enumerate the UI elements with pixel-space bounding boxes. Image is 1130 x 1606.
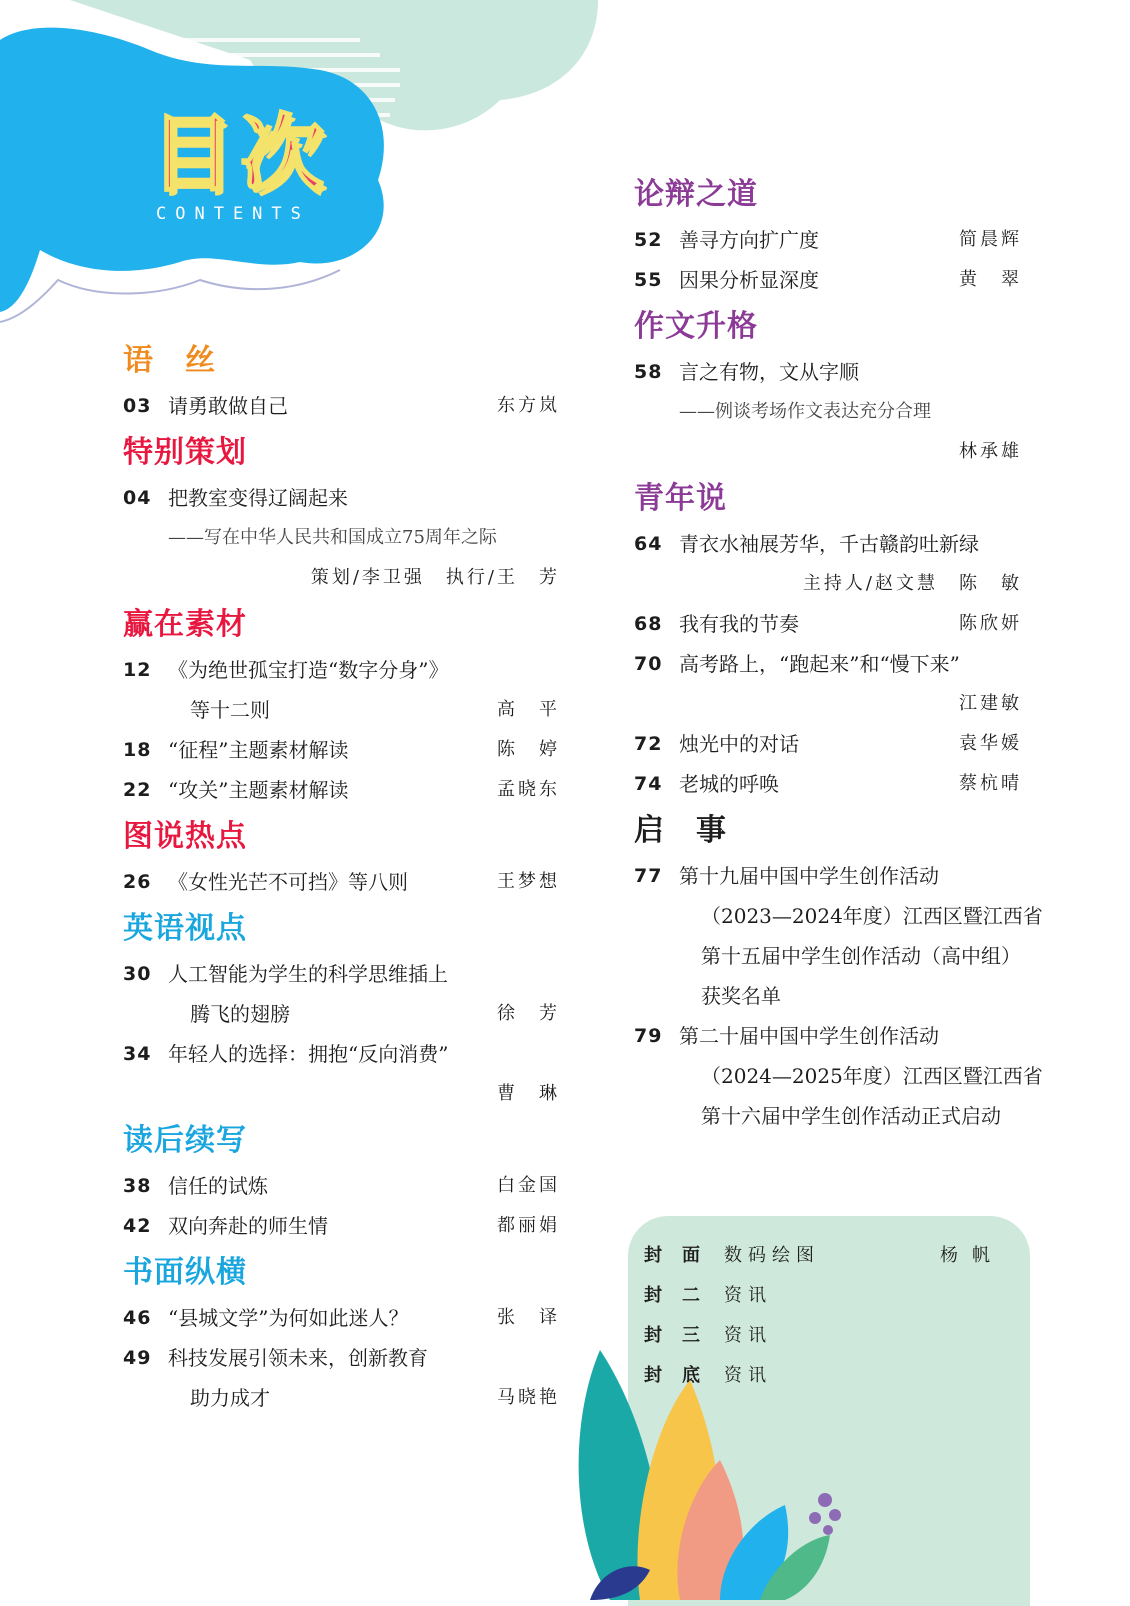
section-title: 青年说 <box>634 481 727 516</box>
page-number: 12 <box>123 659 152 681</box>
entry-author: 黄 翠 <box>959 269 1022 290</box>
entry-author: 马晓艳 <box>497 1387 560 1408</box>
page-title: 目次 <box>150 105 331 203</box>
page-number: 79 <box>634 1025 663 1047</box>
page-title-block <box>150 105 331 224</box>
right-column <box>634 170 1043 1138</box>
section-title: 语 丝 <box>123 343 216 378</box>
cloud-outline <box>0 270 340 322</box>
entry-title: 助力成才 <box>190 1386 270 1410</box>
toc-entry[interactable] <box>123 478 560 598</box>
toc-entry[interactable] <box>123 1034 560 1114</box>
section-title: 特别策划 <box>123 435 247 470</box>
entry-title: 言之有物，文从字顺 <box>679 360 859 384</box>
entry-title: 第二十届中国中学生创作活动 <box>679 1024 939 1048</box>
cover-row <box>644 1236 1004 1276</box>
toc-entry[interactable] <box>123 1298 560 1338</box>
entry-title: 年轻人的选择：拥抱“反向消费” <box>168 1042 449 1066</box>
toc-entry[interactable] <box>634 352 1022 472</box>
toc-entry[interactable] <box>123 770 560 810</box>
cover-label: 封三 <box>644 1325 720 1346</box>
section-title: 英语视点 <box>123 911 247 946</box>
page-number <box>634 684 679 724</box>
toc-section <box>123 1116 560 1246</box>
cover-text: 资讯 <box>724 1285 772 1306</box>
entry-title: 第十五届中学生创作活动（高中组） <box>701 944 1021 968</box>
entry-title: 因果分析显深度 <box>679 268 819 292</box>
entry-title: 老城的呼唤 <box>679 772 779 796</box>
toc-entry[interactable] <box>634 764 1022 804</box>
entry-title: “县城文学”为何如此迷人？ <box>168 1306 409 1330</box>
entry-title: 人工智能为学生的科学思维插上 <box>168 962 448 986</box>
page-number <box>634 976 679 1016</box>
entry-line <box>634 684 1022 724</box>
cover-row <box>644 1276 1004 1316</box>
entry-line <box>634 352 1022 392</box>
entry-line <box>634 896 1043 936</box>
entry-line <box>634 564 1022 604</box>
entry-line <box>634 1056 1043 1096</box>
entry-line <box>123 1074 560 1114</box>
entry-title: 善寻方向扩广度 <box>679 228 819 252</box>
entry-line <box>634 260 1022 300</box>
entry-author: 简晨辉 <box>959 229 1022 250</box>
entry-title: 信任的试炼 <box>168 1174 268 1198</box>
toc-section <box>634 302 1022 472</box>
entry-line <box>123 1206 560 1246</box>
entry-author: 陈 婷 <box>497 739 560 760</box>
toc-section <box>634 170 1022 300</box>
page-number: 26 <box>123 871 152 893</box>
toc-section <box>123 428 560 598</box>
toc-section <box>634 806 1043 1136</box>
cover-text: 资讯 <box>724 1365 772 1386</box>
entry-line <box>123 690 560 730</box>
entry-subtitle: ——例谈考场作文表达充分合理 <box>679 401 931 422</box>
toc-entry[interactable] <box>634 724 1022 764</box>
entry-author: 东方岚 <box>497 395 560 416</box>
page-number <box>123 994 168 1034</box>
entry-author: 徐 芳 <box>497 1003 560 1024</box>
section-title: 启 事 <box>634 813 727 848</box>
page-number <box>634 564 679 604</box>
entry-author: 高 平 <box>497 699 560 720</box>
page-number: 18 <box>123 739 152 761</box>
toc-section <box>634 474 1022 804</box>
toc-entry[interactable] <box>123 1206 560 1246</box>
toc-entry[interactable] <box>123 730 560 770</box>
entry-line <box>634 1096 1022 1136</box>
entry-author: 主持人/赵文慧 陈 敏 <box>802 573 1022 594</box>
entry-line <box>634 220 1022 260</box>
entry-author: 都丽娟 <box>497 1215 560 1236</box>
page-number <box>634 896 679 936</box>
section-title: 作文升格 <box>634 309 758 344</box>
entry-title <box>168 1074 497 1114</box>
entry-subtitle: ——写在中华人民共和国成立75周年之际 <box>168 527 497 548</box>
page-number: 38 <box>123 1175 152 1197</box>
section-title: 读后续写 <box>123 1123 247 1158</box>
section-title: 图说热点 <box>123 819 247 854</box>
cover-label: 封二 <box>644 1285 720 1306</box>
entry-author: 林承雄 <box>959 441 1022 462</box>
entry-line <box>123 1298 560 1338</box>
toc-section <box>123 1248 560 1418</box>
entry-title: 青衣水袖展芳华，千古赣韵吐新绿 <box>679 532 979 556</box>
toc-entry[interactable] <box>634 524 1022 604</box>
entry-line <box>123 862 560 902</box>
entry-line <box>123 1338 560 1378</box>
toc-entry[interactable] <box>634 644 1022 724</box>
entry-line <box>123 478 560 518</box>
entry-line <box>634 1016 1022 1056</box>
entry-line <box>634 976 1022 1016</box>
page-number: 70 <box>634 653 663 675</box>
cover-label: 封面 <box>644 1245 720 1266</box>
entry-line <box>123 558 560 598</box>
toc-entry[interactable] <box>634 856 1043 1016</box>
toc-entry[interactable] <box>123 1338 560 1418</box>
toc-section <box>123 336 560 426</box>
entry-author: 张 译 <box>497 1307 560 1328</box>
entry-line <box>123 770 560 810</box>
page-subtitle: CONTENTS <box>156 204 310 224</box>
entry-line <box>634 432 1022 472</box>
entry-line <box>634 392 1022 432</box>
page-number: 72 <box>634 733 663 755</box>
entry-title: 第十六届中学生创作活动正式启动 <box>701 1104 1001 1128</box>
entry-title: 请勇敢做自己 <box>168 394 288 418</box>
section-title: 论辩之道 <box>634 177 758 212</box>
page-number: 77 <box>634 865 663 887</box>
entry-line <box>123 518 560 558</box>
entry-author: 王梦想 <box>497 871 560 892</box>
page-number <box>634 1096 679 1136</box>
page-number: 55 <box>634 269 663 291</box>
entry-title: 第十九届中国中学生创作活动 <box>679 864 939 888</box>
toc-entry[interactable] <box>634 604 1022 644</box>
cover-author: 杨帆 <box>940 1245 1004 1266</box>
section-title: 书面纵横 <box>123 1255 247 1290</box>
entry-title <box>679 432 959 472</box>
toc-entry[interactable] <box>634 1016 1043 1136</box>
page-number <box>123 1378 168 1418</box>
page-number <box>634 392 679 432</box>
page-number <box>123 518 168 558</box>
toc-entry[interactable] <box>123 1166 560 1206</box>
entry-author: 曹 琳 <box>497 1083 560 1104</box>
entry-title: “攻关”主题素材解读 <box>168 778 349 802</box>
page-number: 22 <box>123 779 152 801</box>
purple-flower <box>809 1493 841 1535</box>
entry-title: 把教室变得辽阔起来 <box>168 486 348 510</box>
entry-title: 等十二则 <box>190 698 270 722</box>
entry-author: 孟晓东 <box>497 779 560 800</box>
page-number: 74 <box>634 773 663 795</box>
entry-title <box>679 684 959 724</box>
entry-title: 获奖名单 <box>701 984 781 1008</box>
entry-title: 双向奔赴的师生情 <box>168 1214 328 1238</box>
toc-entry[interactable] <box>123 862 560 902</box>
page-number <box>123 690 168 730</box>
page-number <box>634 936 679 976</box>
page-number: 30 <box>123 963 152 985</box>
toc-entry[interactable] <box>634 260 1022 300</box>
cover-text: 资讯 <box>724 1325 772 1346</box>
entry-title: 烛光中的对话 <box>679 732 799 756</box>
leaf-illustration <box>570 1330 870 1600</box>
entry-title <box>679 564 803 604</box>
entry-title: 腾飞的翅膀 <box>190 1002 290 1026</box>
entry-author: 策划/李卫强 执行/王 芳 <box>310 567 560 588</box>
entry-author: 白金国 <box>497 1175 560 1196</box>
toc-entry[interactable] <box>123 386 560 426</box>
entry-line <box>634 936 1022 976</box>
left-column <box>123 336 560 1420</box>
page-number <box>634 432 679 472</box>
entry-line <box>123 954 560 994</box>
page-number: 46 <box>123 1307 152 1329</box>
entry-title: （2024—2025年度）江西区暨江西省 <box>701 1064 1043 1088</box>
entry-line <box>123 730 560 770</box>
entry-line <box>634 524 1022 564</box>
entry-line <box>123 650 560 690</box>
toc-entry[interactable] <box>634 220 1022 260</box>
page-number: 03 <box>123 395 152 417</box>
entry-line <box>123 994 560 1034</box>
entry-line <box>634 644 1022 684</box>
entry-title: 《女性光芒不可挡》等八则 <box>168 870 408 894</box>
page-number <box>634 1056 679 1096</box>
entry-line <box>634 856 1022 896</box>
entry-author: 袁华媛 <box>959 733 1022 754</box>
cover-text: 数码绘图 <box>724 1245 820 1266</box>
page-number: 04 <box>123 487 152 509</box>
page-number: 64 <box>634 533 663 555</box>
entry-line <box>123 1034 560 1074</box>
entry-author: 陈欣妍 <box>959 613 1022 634</box>
toc-section <box>123 904 560 1114</box>
section-title: 赢在素材 <box>123 607 247 642</box>
page-number: 52 <box>634 229 663 251</box>
toc-section <box>123 812 560 902</box>
page-number: 68 <box>634 613 663 635</box>
entry-line <box>123 1166 560 1206</box>
entry-line <box>634 764 1022 804</box>
entry-line <box>634 724 1022 764</box>
page-number <box>123 558 168 598</box>
entry-title: 科技发展引领未来，创新教育 <box>168 1346 428 1370</box>
entry-title: （2023—2024年度）江西区暨江西省 <box>701 904 1043 928</box>
entry-title: “征程”主题素材解读 <box>168 738 349 762</box>
entry-title: 《为绝世孤宝打造“数字分身”》 <box>168 658 449 682</box>
toc-section <box>123 600 560 810</box>
page-number: 58 <box>634 361 663 383</box>
page-number: 34 <box>123 1043 152 1065</box>
entry-line <box>123 1378 560 1418</box>
page-number: 42 <box>123 1215 152 1237</box>
toc-entry[interactable] <box>123 650 560 730</box>
page-number <box>123 1074 168 1114</box>
entry-author: 蔡杭晴 <box>959 773 1022 794</box>
entry-title <box>168 558 311 598</box>
page-number: 49 <box>123 1347 152 1369</box>
entry-line <box>123 386 560 426</box>
entry-line <box>634 604 1022 644</box>
cover-label: 封底 <box>644 1365 720 1386</box>
toc-entry[interactable] <box>123 954 560 1034</box>
entry-author: 江建敏 <box>959 693 1022 714</box>
entry-title: 高考路上，“跑起来”和“慢下来” <box>679 652 960 676</box>
entry-title: 我有我的节奏 <box>679 612 799 636</box>
